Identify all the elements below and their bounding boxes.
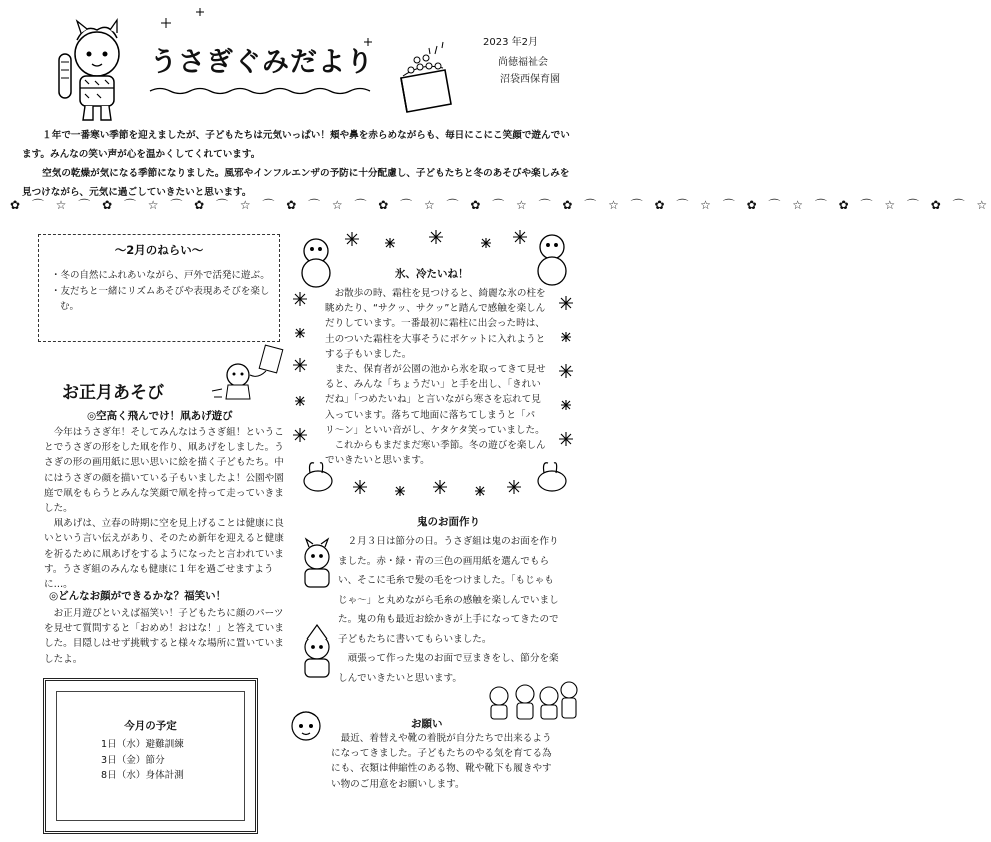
child-face-illustration	[288, 708, 324, 748]
monthly-aims-box	[38, 234, 280, 342]
issue-date: 2023 年2月	[483, 37, 538, 48]
aims-item: ・冬の自然にふれあいながら、戸外で活発に遊ぶ。	[51, 270, 270, 281]
ice-text	[325, 286, 547, 468]
ice-paragraph: お散歩の時、霜柱を見つけると、綺麗な氷の柱を眺めたり、“サクッ、サクッ”と踏んで感触を楽しんだりしています。一番最初に霜柱に出会った時は、土のついた霜柱を大事そうにポケットに入れようとする子もいました。	[325, 288, 546, 360]
ice-heading: 氷、冷たいね！	[395, 268, 469, 280]
fukuwarai-paragraph: お正月遊びといえば福笑い！子どもたちに顔のパーツを見せて質問すると「おめめ！おはな！」と答えていました。目隠しはせず挑戦すると様々な場所に置いていましたよ。	[44, 608, 284, 665]
oni-heading: 鬼のお面作り	[417, 516, 480, 528]
kite-heading: ◎空高く飛んでけ！凧あげ遊び	[87, 410, 233, 422]
newsletter-title: うさぎぐみだより	[150, 47, 374, 78]
fukuwarai-heading: ◎どんなお顔ができるかな？福笑い！	[49, 590, 227, 602]
schedule-item: 3日（金）節分	[101, 754, 165, 766]
children-dressing-illustration	[485, 680, 580, 730]
aims-list	[39, 268, 279, 314]
kite-paragraph: 凧あげは、立春の時期に空を見上げることは健康に良いという言い伝えがあり、そのため新年を迎えると健康を祈るために凧あげをするようになったと言われています。うさぎ組のみんなも健康に１年を過ごせますように…。	[44, 518, 284, 591]
schedule-item: 8日（水）身体計測	[101, 770, 184, 781]
request-paragraph: 最近、着替えや靴の着脱が自分たちで出来るようになってきました。子どもたちのやる気を育てる為にも、衣類は伸縮性のある物、靴や靴下も履きやすい物のご用意をお願いします。	[331, 733, 552, 790]
schedule-box	[43, 678, 258, 834]
fukuwarai-text	[44, 606, 284, 667]
schedule-title: 今月の予定	[124, 720, 177, 732]
ice-paragraph: また、保育者が公園の池から氷を取ってきて見せると、みんな「ちょうだい」と手を出し、「きれいだね」「つめたいね」と言いながら寒さを忘れて見入っています。落ちて地面に落ちてしまうと「パリ〜ン」といい音がし、ケタケタ笑っていました。	[325, 364, 546, 436]
oni-paragraph: 頑張って作った鬼のお面で豆まきをし、節分を楽しんでいきたいと思います。	[338, 653, 559, 684]
schedule-list	[101, 737, 244, 784]
intro-text	[22, 126, 574, 202]
aims-title: ～2月のねらい～	[114, 243, 204, 257]
oni-paragraph: ２月３日は節分の日。うさぎ組は鬼のお面を作りました。赤・緑・青の三色の画用紙を選んでもらい、そこに毛糸で髪の毛をつけました。「もじゃもじゃ〜」と丸めながら毛糸の感触を楽しんでいました。鬼の角も最近お絵かきが上手になってきたので子どもたちに書いてもらいました。	[338, 536, 559, 645]
kite-paragraph: 今年はうさぎ年！そしてみんなはうさぎ組！ということでうさぎの形をした凧を作り、凧あげをしました。うさぎの形の画用紙に思い思いに絵を描く子どもたち。中にはうさぎの顔を描いている子もいましたよ！公園や園庭で凧をもらうとみんな笑顔で凧を持って走っていきました。	[44, 427, 284, 515]
oni-children-illustration	[297, 535, 337, 685]
intro-paragraph: 空気の乾燥が気になる季節になりました。風邪やインフルエンザの予防に十分配慮し、子どもたちと冬のあそびや楽しみを見つけながら、元気に過ごしていきたいと思います。	[22, 168, 570, 198]
request-text	[331, 731, 555, 792]
oni-boy-illustration	[55, 18, 145, 123]
oni-text	[338, 532, 560, 688]
kite-text	[44, 425, 284, 592]
newyear-heading: お正月あそび	[62, 383, 164, 403]
mame-box-illustration	[393, 40, 453, 115]
decorative-border-row: ✿ ⌒ ☆ ⌒ ✿ ⌒ ☆ ⌒ ✿ ⌒ ☆ ⌒ ✿ ⌒ ☆ ⌒ ✿ ⌒ ☆ ⌒ ✿ ⌒ ☆ ⌒ ✿ ⌒ ☆ ⌒ ✿ ⌒ ☆ ⌒ ✿ ⌒ ☆ ⌒ ✿ ⌒ ☆ ⌒ ✿ ⌒ ☆	[10, 198, 991, 212]
request-heading: お願い	[411, 718, 443, 730]
snowman-icon	[302, 239, 330, 287]
kite-child-illustration	[210, 345, 290, 405]
schedule-item: 1日（水）避難訓練	[101, 739, 184, 750]
aims-item: ・友だちと一緒にリズムあそびや表現あそびを楽しむ。	[51, 286, 270, 312]
title-underline-wave	[150, 86, 370, 94]
ice-paragraph: これからもまだまだ寒い季節。冬の遊びを楽しんでいきたいと思います。	[325, 440, 546, 467]
organization-name: 尚徳福祉会	[498, 57, 548, 68]
school-name: 沼袋西保育園	[500, 74, 560, 85]
intro-paragraph: １年で一番寒い季節を迎えましたが、子どもたちは元気いっぱい！頬や鼻を赤らめながらも、毎日にこにこ笑顔で遊んでいます。みんなの笑い声が心を温かくしてくれています。	[22, 130, 570, 160]
